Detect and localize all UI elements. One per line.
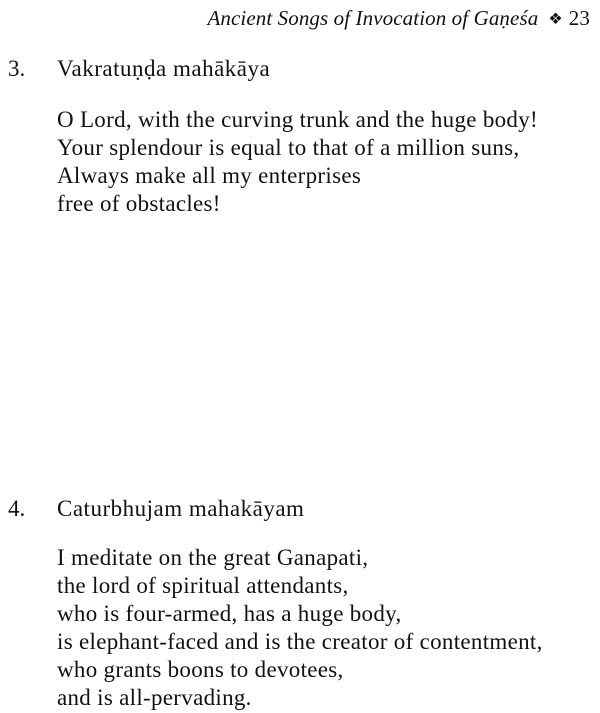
page-number: 23 xyxy=(568,6,590,30)
verse-title: Caturbhujam mahakāyam xyxy=(57,496,305,521)
verse-line: who grants boons to devotees, xyxy=(57,657,344,682)
verse-line: I meditate on the great Ganapati, xyxy=(57,545,369,570)
verse-translation xyxy=(57,544,543,712)
verse-line: free of obstacles! xyxy=(57,191,221,216)
verse-line: is elephant-faced and is the creator of contentment, xyxy=(57,629,543,654)
verse-line: Always make all my enterprises xyxy=(57,163,362,188)
verse-line: and is all-pervading. xyxy=(57,685,252,710)
ornament-icon: ❖ xyxy=(548,11,563,28)
verse-line: who is four-armed, has a huge body, xyxy=(57,601,402,626)
verse-line: O Lord, with the curving trunk and the huge body! xyxy=(57,107,538,132)
verse-translation xyxy=(57,106,538,218)
running-header xyxy=(207,6,590,31)
verse-number: 3. xyxy=(8,56,26,81)
verse-line: the lord of spiritual attendants, xyxy=(57,573,349,598)
verse-line: Your splendour is equal to that of a million suns, xyxy=(57,135,520,160)
verse-number: 4. xyxy=(8,496,26,521)
verse-title: Vakratuṇḍa mahākāya xyxy=(57,56,271,81)
running-title: Ancient Songs of Invocation of Gaṇeśa xyxy=(207,6,539,30)
